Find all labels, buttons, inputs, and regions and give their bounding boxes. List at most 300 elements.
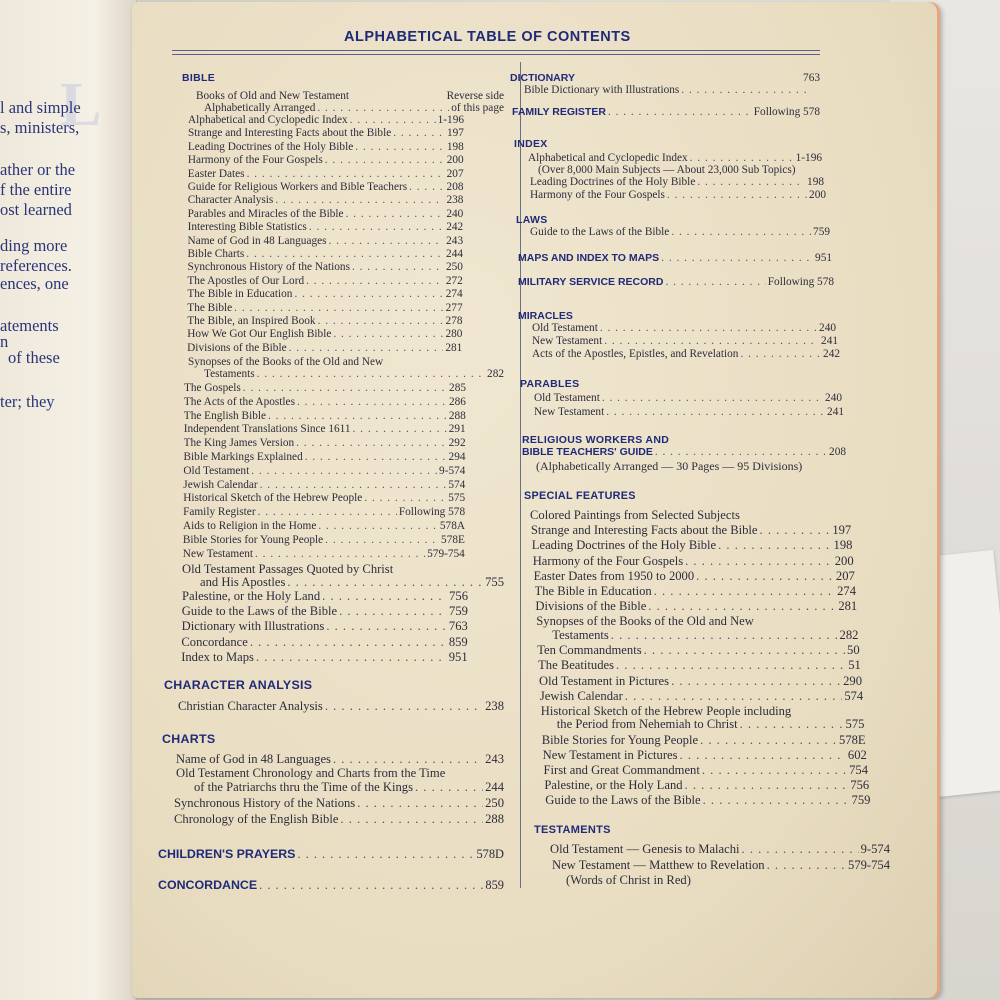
toc-entry (183, 506, 465, 520)
toc-entry (182, 604, 468, 618)
toc-entry (539, 674, 862, 688)
toc-entry (534, 569, 855, 583)
entry-label: The Bible in Education (534, 584, 652, 598)
toc-entry-cont (194, 780, 504, 794)
entry-label: Leading Doctrines of the Holy Bible (187, 140, 354, 153)
entry-label: Alphabetically Arranged (204, 102, 316, 114)
section-heading-testaments: TESTAMENTS (534, 824, 611, 836)
entry-page: 290 (843, 673, 862, 688)
toc-entry (537, 643, 859, 657)
entry-label: New Testament — Matthew to Revelation (552, 858, 765, 872)
leader-dots (287, 575, 483, 589)
entry-page: 288 (485, 812, 504, 826)
entry-label: Christian Character Analysis (178, 699, 323, 713)
entry-page: 579-754 (848, 858, 890, 872)
entry-page: 242 (823, 348, 840, 360)
entry-label: The English Bible (183, 409, 267, 422)
toc-entry (535, 599, 857, 613)
entry-label: Historical Sketch of the Hebrew People including (540, 703, 792, 718)
section-heading-concordance: CONCORDANCE (158, 878, 258, 892)
toc-entry (532, 348, 840, 362)
toc-entry (187, 302, 462, 316)
leader-dots (268, 410, 447, 424)
toc-entry (543, 748, 867, 762)
left-page-line: atements (0, 316, 59, 335)
section-heading-cont: BIBLE TEACHERS' GUIDE (522, 446, 653, 458)
entry-page: 240 (446, 207, 464, 220)
entry-label: Harmony of the Four Gospels (187, 154, 323, 167)
toc-entry (534, 392, 842, 406)
left-page-line: ences, one (0, 274, 69, 293)
title-rule (172, 50, 820, 55)
toc-entry (541, 704, 865, 718)
entry-label: Independent Translations Since 1611 (183, 423, 351, 436)
entry-label: Interesting Bible Statistics (187, 221, 307, 234)
entry-page: 755 (485, 575, 504, 589)
column-divider (520, 62, 521, 888)
entry-page: Following 578 (398, 506, 466, 519)
toc-entry (183, 479, 465, 493)
toc-entry (182, 619, 468, 633)
toc-entry (552, 858, 890, 872)
toc-entry-note: (Alphabetically Arranged — 30 Pages — 95 Divisions) (536, 459, 803, 473)
leader-dots (256, 650, 447, 664)
entry-label: Easter Dates from 1950 to 2000 (533, 568, 695, 583)
entry-label: Palestine, or the Holy Land (544, 778, 683, 793)
leader-dots (703, 793, 850, 807)
leader-dots (350, 114, 436, 128)
entry-page: 200 (446, 154, 464, 167)
leader-dots (258, 506, 397, 520)
toc-entry (522, 446, 846, 460)
toc-entry (182, 589, 468, 603)
entry-page: 575 (845, 717, 865, 732)
entry-page: 575 (448, 492, 466, 505)
leader-dots (680, 748, 846, 762)
leader-dots (250, 635, 447, 649)
toc-entry (518, 276, 834, 290)
entry-label: Guide to the Laws of the Bible (545, 793, 701, 808)
leader-dots (742, 842, 859, 856)
toc-entry (184, 437, 466, 451)
leader-dots (661, 252, 813, 266)
entry-page: 859 (485, 878, 504, 892)
toc-entry (530, 508, 850, 522)
toc-entry-note: (Over 8,000 Main Subjects — About 23,000 Sub Topics) (538, 164, 796, 176)
entry-label: the Period from Nehemiah to Christ (556, 717, 738, 732)
entry-page: 241 (821, 335, 838, 347)
leader-dots (352, 261, 444, 275)
section-heading-special-features: SPECIAL FEATURES (524, 490, 636, 502)
left-page-line: of these (8, 348, 60, 367)
entry-page: 294 (448, 451, 466, 463)
entry-label: New Testament (534, 406, 605, 418)
entry-page: 756 (449, 589, 468, 603)
leader-dots (322, 589, 447, 603)
entry-label: The Bible in Education (187, 288, 293, 301)
leader-dots (685, 554, 833, 568)
leader-dots (294, 288, 443, 302)
leader-dots (325, 534, 439, 548)
entry-page: 272 (445, 274, 463, 287)
entry-page: 250 (485, 796, 504, 810)
entry-label: Synopses of the Books of the Old and New (536, 614, 754, 629)
entry-page: 243 (485, 752, 504, 766)
leader-dots (333, 752, 483, 766)
entry-label: Aids to Religion in the Home (183, 520, 317, 532)
toc-entry (542, 733, 866, 747)
entry-page: 574 (844, 688, 864, 703)
entry-page: 759 (851, 793, 871, 808)
entry-label: Old Testament (183, 464, 250, 477)
entry-page: 244 (446, 248, 463, 260)
entry-label: The King James Version (183, 437, 295, 450)
entry-page: 291 (448, 423, 466, 436)
entry-label: Leading Doctrines of the Holy Bible (530, 176, 696, 188)
left-page-line: s, ministers, (0, 118, 80, 137)
leader-dots (234, 302, 443, 316)
leader-dots (325, 699, 483, 713)
entry-page: 238 (485, 699, 504, 713)
entry-page: 280 (445, 328, 463, 341)
toc-entry (540, 689, 863, 703)
toc-entry (188, 181, 464, 195)
contents-page (132, 2, 940, 998)
leader-dots (655, 446, 827, 460)
leader-dots (606, 406, 825, 420)
entry-label: The Gospels (184, 382, 241, 394)
leader-dots (357, 796, 483, 810)
leader-dots (740, 717, 844, 731)
entry-page: 9-574 (860, 842, 890, 856)
toc-entry-cont (200, 575, 504, 589)
toc-entry (188, 168, 464, 182)
leader-dots (364, 492, 446, 506)
leader-dots (696, 569, 834, 583)
toc-entry (184, 382, 466, 396)
entry-label: Testaments (552, 627, 609, 642)
entry-label: Bible Dictionary with Illustrations (524, 84, 680, 96)
leader-dots (685, 778, 849, 792)
toc-entry-note: (Words of Christ in Red) (566, 873, 691, 887)
entry-page: 763 (803, 72, 820, 84)
entry-page: 292 (448, 437, 466, 450)
entry-page: 238 (446, 194, 464, 207)
section-heading-bible: BIBLE (182, 72, 215, 84)
left-page-line: ding more (0, 236, 68, 255)
entry-page: 281 (838, 599, 858, 614)
entry-page: 281 (445, 341, 463, 354)
toc-entry (532, 335, 838, 349)
toc-entry (188, 208, 464, 222)
toc-entry (188, 127, 464, 141)
entry-page: Reverse side (446, 90, 504, 102)
leader-dots (654, 584, 835, 598)
entry-page: 579-754 (427, 547, 465, 560)
leader-dots (346, 208, 445, 222)
leader-dots (415, 780, 483, 794)
entry-page: 207 (446, 167, 464, 180)
entry-page: 282 (839, 627, 859, 642)
leader-dots (604, 335, 819, 349)
entry-label: The Bible, an Inspired Book (187, 315, 316, 327)
leader-dots (259, 878, 483, 893)
entry-page: Following 578 (753, 106, 820, 118)
toc-entry (188, 141, 464, 155)
leader-dots (611, 628, 838, 642)
entry-label: Index to Maps (181, 649, 254, 664)
entry-page: 243 (446, 234, 464, 247)
entry-label: Easter Dates (187, 167, 245, 180)
entry-label: Divisions of the Bible (187, 341, 287, 354)
leader-dots (325, 154, 445, 168)
entry-label: Leading Doctrines of the Holy Bible (531, 538, 717, 553)
toc-entry (530, 226, 830, 240)
entry-page: 951 (815, 252, 832, 264)
left-page-line: l and simple (0, 98, 81, 117)
toc-entry (184, 410, 466, 424)
entry-label: New Testament (532, 335, 603, 347)
entry-page: 51 (848, 658, 861, 673)
entry-label: Old Testament (534, 392, 600, 404)
toc-entry (187, 328, 462, 342)
leader-dots (602, 392, 823, 406)
toc-entry (158, 847, 504, 862)
section-heading-miracles: MIRACLES (518, 310, 573, 322)
entry-page: 198 (833, 538, 853, 553)
entry-label: First and Great Commandment (543, 763, 700, 777)
section-heading-dictionary: DICTIONARY (510, 72, 575, 84)
entry-label: Synchronous History of the Nations (187, 261, 350, 274)
toc-entry (544, 778, 869, 792)
entry-page: 1-196 (795, 152, 822, 164)
entry-page: 756 (850, 778, 870, 793)
entry-label: of the Patriarchs thru the Time of the Kings (194, 780, 413, 794)
toc-entry (512, 106, 820, 120)
section-heading-childrens-prayers: CHILDREN'S PRAYERS (158, 847, 296, 861)
leader-dots (644, 643, 845, 657)
left-page-line: references. (0, 256, 72, 275)
leader-dots (760, 523, 831, 537)
toc-entry (188, 194, 464, 208)
entry-label: Guide for Religious Workers and Bible Teachers (187, 181, 408, 193)
entry-page: 286 (448, 395, 466, 408)
entry-page: 274 (837, 584, 856, 598)
toc-entry (533, 554, 854, 568)
entry-page: 282 (487, 368, 504, 380)
toc-entry (188, 154, 464, 168)
leader-dots (255, 548, 425, 562)
entry-label: Character Analysis (187, 194, 274, 207)
leader-dots (247, 168, 445, 182)
entry-page: 208 (829, 446, 846, 458)
entry-label: Bible Stories for Young People (541, 732, 699, 747)
entry-page: 198 (807, 176, 824, 188)
section-heading-character-analysis: CHARACTER ANALYSIS (164, 678, 313, 692)
entry-page: 288 (448, 409, 466, 422)
toc-entry (176, 752, 504, 766)
entry-label: Dictionary with Illustrations (181, 619, 325, 634)
toc-entry (174, 812, 504, 826)
entry-label: The Acts of the Apostles (183, 395, 295, 408)
entry-page: 574 (448, 478, 466, 491)
toc-entry (532, 322, 836, 336)
leader-dots (625, 689, 843, 703)
entry-label: New Testament (182, 547, 254, 560)
toc-entry (550, 842, 890, 856)
leader-dots (681, 84, 808, 98)
entry-page: 207 (835, 568, 855, 583)
toc-entry (532, 538, 853, 552)
entry-label: Jewish Calendar (183, 478, 258, 491)
entry-label: New Testament in Pictures (542, 747, 678, 762)
entry-label: Testaments (204, 368, 255, 380)
entry-page: 1-196 (437, 114, 464, 126)
entry-label: Family Register (183, 506, 256, 519)
entry-page: 197 (446, 127, 464, 140)
entry-label: Palestine, or the Holy Land (182, 589, 321, 603)
entry-label: The Bible (187, 301, 233, 314)
toc-entry (538, 658, 861, 672)
entry-page: 759 (813, 226, 830, 238)
entry-label: Books of Old and New Testament (196, 90, 350, 102)
entry-page: 278 (445, 315, 463, 327)
toc-entry (187, 315, 462, 329)
page-title: ALPHABETICAL TABLE OF CONTENTS (344, 29, 631, 45)
leader-dots (393, 127, 445, 141)
entry-label: Jewish Calendar (539, 688, 623, 703)
entry-label: Concordance (181, 634, 248, 649)
entry-label: Alphabetical and Cyclopedic Index (188, 114, 348, 126)
entry-label: Guide to the Laws of the Bible (181, 604, 338, 619)
left-page (0, 0, 137, 1000)
leader-dots (297, 847, 474, 862)
leader-dots (297, 396, 447, 410)
entry-label: Name of God in 48 Languages (187, 234, 327, 247)
section-heading-parables: PARABLES (520, 378, 580, 390)
leader-dots (409, 181, 444, 195)
leader-dots (353, 423, 447, 437)
entry-label: Synopses of the Books of the Old and New (188, 356, 384, 368)
entry-label: Harmony of the Four Gospels (530, 189, 665, 201)
entry-page: 241 (827, 406, 844, 418)
entry-page: 754 (849, 763, 868, 777)
leader-dots (700, 733, 837, 747)
entry-label: and His Apostles (200, 575, 286, 589)
toc-entry (530, 176, 824, 190)
toc-entry (158, 878, 504, 893)
section-heading-military: MILITARY SERVICE RECORD (518, 276, 664, 288)
entry-page: 602 (847, 747, 867, 762)
leader-dots (600, 322, 817, 336)
leader-dots (608, 106, 752, 120)
left-page-line: ter; they (0, 392, 55, 411)
entry-label: The Beatitudes (538, 658, 614, 673)
toc-entry (184, 423, 466, 437)
section-heading-family-register: FAMILY REGISTER (512, 106, 606, 118)
section-heading-charts: CHARTS (162, 732, 216, 746)
toc-entry (187, 261, 462, 275)
entry-page: Following 578 (767, 276, 834, 288)
entry-label: Acts of the Apostles, Epistles, and Revelation (532, 348, 739, 360)
leader-dots (251, 465, 437, 479)
toc-entry (188, 221, 464, 235)
entry-page: 274 (445, 288, 463, 301)
entry-page: 763 (448, 619, 468, 634)
toc-entry (183, 492, 465, 506)
left-page-big-letter: L (60, 71, 102, 139)
toc-entry (181, 635, 467, 649)
leader-dots (671, 226, 811, 240)
entry-page: 197 (832, 523, 852, 538)
leader-dots (333, 328, 443, 342)
entry-page: 859 (448, 634, 468, 649)
entry-label: Old Testament Passages Quoted by Christ (182, 562, 394, 576)
left-page-line: f the entire (0, 180, 72, 199)
entry-page: 277 (445, 301, 463, 314)
leader-dots (275, 194, 444, 208)
entry-label: Alphabetical and Cyclopedic Index (528, 152, 688, 164)
entry-page: 200 (809, 189, 826, 201)
entry-label: Strange and Interesting Facts about the Bible (187, 127, 392, 140)
leader-dots (305, 451, 447, 465)
entry-label: Bible Charts (187, 248, 245, 260)
entry-page: 208 (446, 181, 464, 193)
entry-page: 578D (476, 847, 504, 861)
entry-label: Colored Paintings from Selected Subjects (530, 508, 740, 522)
leader-dots (326, 619, 447, 633)
toc-entry (183, 465, 465, 479)
entry-page: 578A (439, 520, 465, 532)
entry-page: 240 (825, 392, 842, 404)
toc-entry (188, 114, 464, 128)
toc-entry (188, 248, 464, 262)
entry-page: of this page (451, 102, 504, 114)
entry-page: 250 (445, 261, 463, 274)
left-page-line: ather or the (0, 160, 76, 179)
entry-page: 578E (839, 732, 866, 747)
leader-dots (329, 235, 445, 249)
leader-dots (616, 658, 846, 672)
entry-label: Harmony of the Four Gospels (532, 553, 684, 568)
leader-dots (340, 812, 483, 826)
entry-page: 240 (819, 322, 836, 334)
toc-entry (183, 548, 465, 562)
toc-entry (545, 793, 870, 807)
leader-dots (697, 176, 805, 190)
entry-page: 242 (446, 221, 464, 234)
toc-entry (183, 520, 465, 534)
entry-label: Divisions of the Bible (535, 599, 647, 614)
leader-dots (289, 342, 444, 356)
leader-dots (648, 599, 836, 613)
entry-label: Old Testament in Pictures (539, 673, 670, 688)
entry-label: Chronology of the English Bible (174, 812, 339, 826)
leader-dots (667, 189, 807, 203)
entry-page: 759 (449, 604, 468, 619)
leader-dots (309, 221, 444, 235)
leader-dots (246, 248, 444, 262)
entry-label: Bible Stories for Young People (182, 533, 324, 546)
toc-entry (176, 766, 504, 780)
entry-label: How We Got Our English Bible (187, 328, 332, 341)
toc-entry (184, 396, 466, 410)
leader-dots (296, 437, 447, 451)
entry-page: 951 (448, 649, 468, 664)
toc-entry (187, 288, 462, 302)
leader-dots (718, 538, 831, 552)
entry-label: Parables and Miracles of the Bible (187, 207, 344, 220)
